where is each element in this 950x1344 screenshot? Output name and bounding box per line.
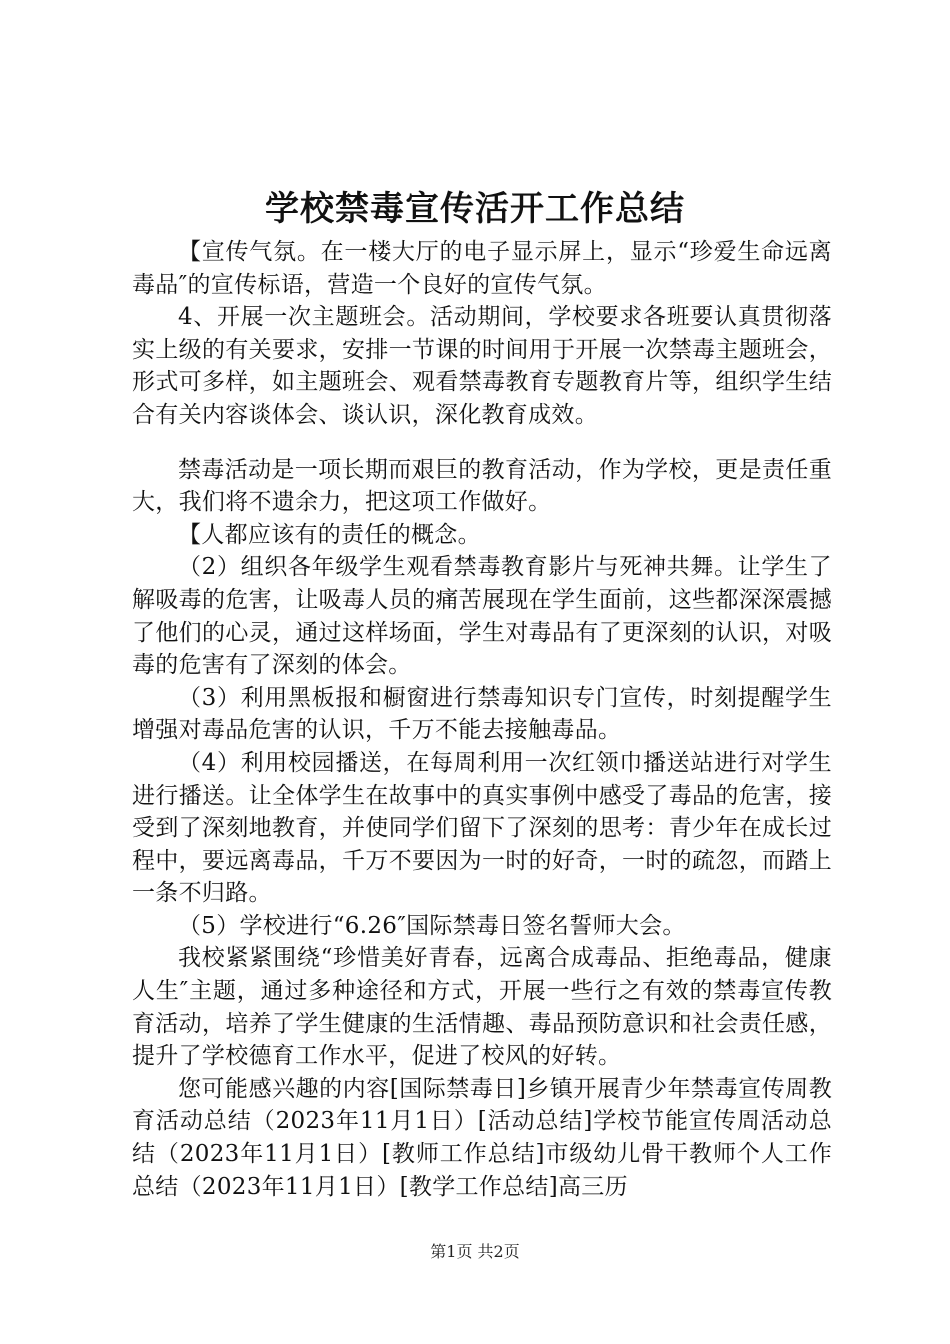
paragraph-related-content: 您可能感兴趣的内容[国际禁毒日]乡镇开展青少年禁毒宣传周教育活动总结（2023年11月1日）[活动总结]学校节能宣传周活动总结（2023年11月1日）[教师工作总结]市级幼儿骨干教师个人工作总结（2023年11月1日）[教学工作总结]高三历 [132,1075,832,1200]
paragraph-school-summary: 我校紧紧围绕“珍惜美好青春，远离合成毒品、拒绝毒品，健康人生″主题，通过多种途径和方式，开展一些行之有效的禁毒宣传教育活动，培养了学生健康的生活情趣、毒品预防意识和社会责任感，提升了学校德育工作水平，促进了校风的好转。 [132,945,832,1070]
page-number-footer: 第1页 共2页 [430,1242,520,1261]
paragraph-responsibility-concept: 【人都应该有的责任的概念。 [178,521,481,548]
paragraph-propaganda-atmosphere: 【宣传气氛。在一楼大厅的电子显示屏上，显示“珍爱生命远离毒品″的宣传标语，营造一个良好的宣传气氛。 [132,239,832,298]
paragraph-item-4-broadcast: （4）利用校园播送，在每周利用一次红领巾播送站进行对学生进行播送。让全体学生在故事中的真实事例中感受了毒品的危害，接受到了深刻地教育，并使同学们留下了深刻的思考：青少年在成长过程中，要远离毒品，千万不要因为一时的好奇，一时的疏忽，而踏上一条不归路。 [132,749,832,907]
paragraph-theme-class-meeting: 4、开展一次主题班会。活动期间，学校要求各班要认真贯彻落实上级的有关要求，安排一节课的时间用于开展一次禁毒主题班会，形式可多样，如主题班会、观看禁毒教育专题教育片等，组织学生结合有关内容谈体会、谈认识，深化教育成效。 [132,304,832,428]
paragraph-long-term-activity: 禁毒活动是一项长期而艰巨的教育活动，作为学校，更是责任重大，我们将不遗余力，把这项工作做好。 [132,456,832,516]
paragraph-item-5-pledge: （5）学校进行“6.26″国际禁毒日签名誓师大会。 [178,912,686,939]
document-title: 学校禁毒宣传活开工作总结 [265,189,685,229]
paragraph-item-2-film: （2）组织各年级学生观看禁毒教育影片与死神共舞。让学生了解吸毒的危害，让吸毒人员的痛苦展现在学生面前，这些都深深震撼了他们的心灵，通过这样场面，学生对毒品有了更深刻的认识，对吸毒的危害有了深刻的体会。 [132,554,832,679]
paragraph-item-3-blackboard: （3）利用黑板报和橱窗进行禁毒知识专门宣传，时刻提醒学生增强对毒品危害的认识，千万不能去接触毒品。 [132,684,832,744]
document-body [132,236,832,1203]
